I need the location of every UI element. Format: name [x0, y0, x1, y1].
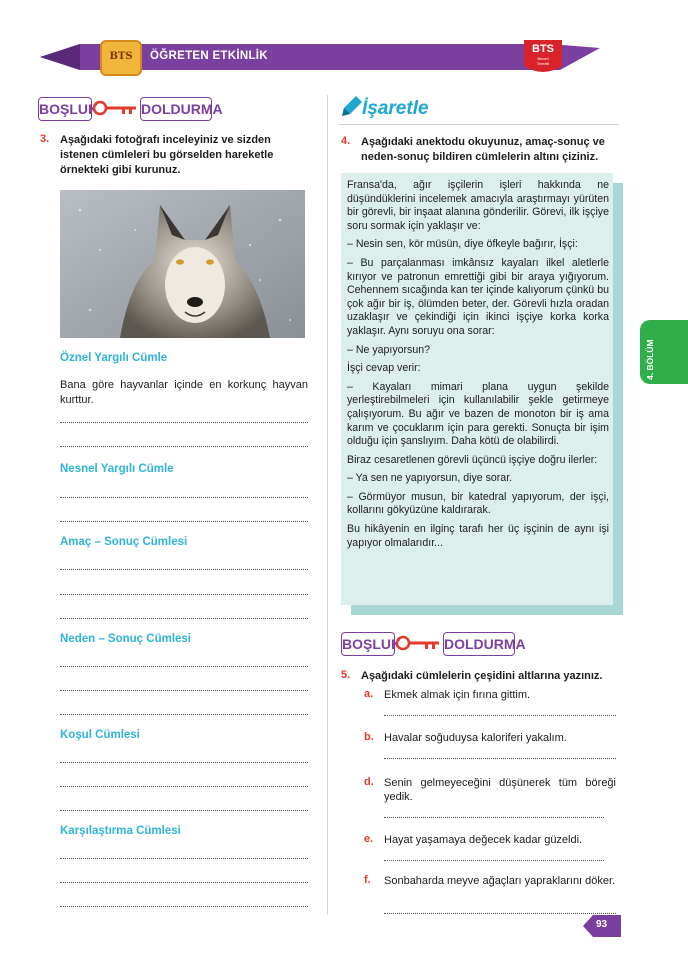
story-paragraph: – Ya sen ne yapıyorsun, diye sorar. — [347, 472, 513, 485]
category-label: Amaç – Sonuç Cümlesi — [60, 536, 188, 548]
story-paragraph: Fransa'da, ağır işçilerin işleri hakkında ne düşündüklerini incelemek amacıyla araştırmayı yürüten bir görevli, bir inşaat alanına gönderilir. Görevi, ilk işçiye soru sormak için yaklaşır ve: — [347, 179, 609, 232]
story-text — [347, 179, 609, 555]
category-label: Koşul Cümlesi — [60, 729, 140, 741]
story-paragraph: Bu hikâyenin en ilginç tarafı her üç işçinin de aynı işi yapıyor olmalarıdır... — [347, 523, 609, 549]
svg-text:Beceri: Beceri — [537, 56, 549, 61]
item-letter: d. — [364, 776, 374, 788]
answer-line[interactable] — [384, 912, 616, 914]
answer-line[interactable] — [60, 421, 308, 423]
banner-title: ÖĞRETEN ETKİNLİK — [150, 50, 268, 62]
answer-line[interactable] — [60, 761, 308, 763]
answer-line[interactable] — [60, 809, 308, 811]
column-divider — [327, 95, 328, 915]
question-text: Aşağıdaki fotoğrafı inceleyiniz ve sizden istenen cümleleri bu görselden hareketle örnekteki gibi kurunuz. — [60, 134, 274, 176]
title-rule — [339, 124, 619, 125]
question-text: Aşağıdaki cümlelerin çeşidini altlarına yazınız. — [361, 670, 603, 682]
question-number: 4. — [341, 135, 351, 147]
story-paragraph: – Kayaları mimari plana uygun şekilde yerleştirebilmeleri için kullanılabilir şekle getirmeye çalışıyorum. Bu ağır ve bazen de monoton bir iş ama karım ve çocuklarım için para gerekti. Sonuçta bir işim olduğu için şanslıyım. Daha kötü de olabilirdi. — [347, 380, 609, 448]
item-letter: b. — [364, 731, 374, 743]
category-label: Nesnel Yargılı Cümle — [60, 463, 174, 475]
isaretle-title: İşaretle — [362, 98, 429, 119]
key-icon — [92, 99, 138, 117]
svg-text:BTS: BTS — [532, 43, 554, 55]
chapter-tab-label: 4. BÖLÜM — [645, 339, 655, 380]
section-label-part1: BOŞLUK — [341, 632, 395, 656]
item-letter: a. — [364, 688, 374, 700]
answer-line[interactable] — [60, 520, 308, 522]
item-letter: f. — [364, 874, 371, 886]
section-label-bosluk-doldurma — [38, 97, 223, 121]
answer-line[interactable] — [60, 496, 308, 498]
answer-line[interactable] — [60, 665, 308, 667]
category-label: Karşılaştırma Cümlesi — [60, 825, 181, 837]
question-text: Aşağıdaki anektodu okuyunuz, amaç-sonuç ve neden-sonuç bildiren cümlelerin altını çiziniz. — [361, 136, 605, 163]
answer-line[interactable] — [60, 881, 308, 883]
story-paragraph: – Görmüyor musun, bir katedral yapıyorum, der işçi, kollarını gökyüzüne kaldırarak. — [347, 490, 609, 517]
example-sentence: Bana göre hayvanlar içinde en korkunç hayvan kurttur. — [60, 379, 308, 406]
wolf-image — [60, 190, 305, 338]
answer-line[interactable] — [60, 568, 308, 570]
pencil-icon — [338, 94, 364, 120]
svg-text:Temelli: Temelli — [536, 61, 550, 66]
answer-line[interactable] — [60, 593, 308, 595]
answer-line[interactable] — [60, 617, 308, 619]
story-paragraph: İşçi cevap verir: — [347, 362, 421, 375]
story-paragraph: Biraz cesaretlenen görevli üçüncü işçiye doğru ilerler: — [347, 453, 598, 466]
section-label-part2: DOLDURMA — [140, 97, 212, 121]
answer-line[interactable] — [60, 857, 308, 859]
section-label-part1: BOŞLUK — [38, 97, 92, 121]
answer-line[interactable] — [60, 905, 308, 907]
category-label: Neden – Sonuç Cümlesi — [60, 633, 192, 645]
page-number: 93 — [596, 919, 608, 930]
key-icon — [395, 634, 441, 652]
item-sentence: Senin gelmeyeceğini düşünerek tüm böreği yedik. — [384, 777, 616, 803]
answer-line[interactable] — [384, 859, 604, 861]
answer-line[interactable] — [384, 757, 616, 759]
bts-badge-icon — [520, 38, 566, 78]
publisher-logo: BTS — [100, 40, 142, 76]
answer-line[interactable] — [60, 445, 308, 447]
item-letter: e. — [364, 833, 374, 845]
section-label-part2: DOLDURMA — [443, 632, 515, 656]
story-paragraph: – Ne yapıyorsun? — [347, 343, 431, 356]
category-label: Öznel Yargılı Cümle — [60, 352, 168, 364]
answer-line[interactable] — [60, 785, 308, 787]
question-number: 5. — [341, 669, 351, 681]
item-sentence: Ekmek almak için fırına gittim. — [384, 689, 531, 701]
answer-line[interactable] — [60, 689, 308, 691]
item-sentence: Hayat yaşamaya değecek kadar güzeldi. — [384, 834, 583, 846]
item-sentence: Sonbaharda meyve ağaçları yapraklarını döker. — [384, 875, 616, 887]
answer-line[interactable] — [60, 713, 308, 715]
wolf-photo — [60, 190, 305, 338]
story-paragraph: – Nesin sen, kör müsün, diye öfkeyle bağırır, İşçi: — [347, 238, 578, 251]
item-sentence: Havalar soğuduysa kaloriferi yakalım. — [384, 732, 567, 744]
answer-line[interactable] — [384, 816, 604, 818]
section-label-bosluk-doldurma — [341, 632, 526, 656]
question-number: 3. — [40, 133, 50, 145]
answer-line[interactable] — [384, 714, 616, 716]
story-paragraph: – Bu parçalanması imkânsız kayaları ilkel aletlerle kırıyor ve patronun emrettiği gibi bir araya yığıyorum. Cehennem sıcağında kan ter içinde kalıyorum çünkü bu çok ağır bir iş, ölümden beter, der. Görevli hızla oradan uzaklaşır ve çekindiği için ikinci işçiye korka korka yaklaşır. Aynı soruyu ona sorar: — [347, 256, 609, 337]
